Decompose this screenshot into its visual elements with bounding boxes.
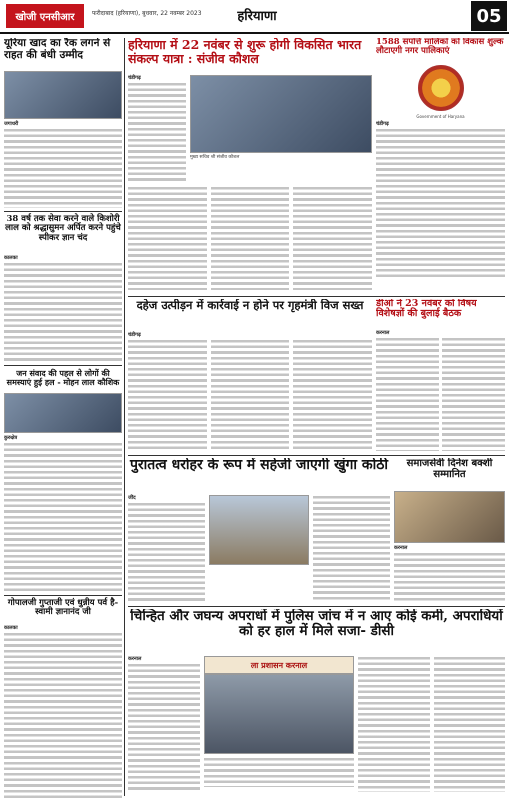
text-viksit-bharat-1	[128, 82, 186, 182]
text-dowry-3	[293, 339, 372, 451]
lead-article	[128, 38, 372, 294]
headline-social-worker: समाजसेवी दिनेश बक्शी सम्मानित	[406, 458, 493, 480]
byline-social-worker: करनाल	[394, 545, 408, 551]
text-dowry-1	[128, 339, 207, 451]
byline-jan-samvad: कुरुक्षेत्र	[4, 435, 18, 441]
section-title: हरियाणा	[237, 9, 277, 24]
byline-doi: करनाल	[376, 330, 390, 336]
photo-banner-text: ला प्रशासन करनाल	[204, 656, 354, 674]
haryana-emblem-icon	[418, 65, 464, 111]
photo-chief-secretary	[190, 75, 372, 153]
text-crime-1	[128, 663, 200, 793]
left-column	[4, 38, 122, 798]
text-dowry-2	[211, 339, 290, 451]
byline-kishori-lal: कालका	[4, 255, 18, 261]
text-urea	[4, 128, 122, 208]
headline-viksit-bharat: हरियाणा में 22 नवंबर से शुरू होगी विकसित भारत संकल्प यात्रा : संजीव कौशल	[128, 38, 362, 66]
text-viksit-bharat-4	[293, 186, 372, 290]
newspaper-logo: खोजी एनसीआर	[6, 4, 84, 28]
caption-chief-secretary: मुख्य सचिव श्री संजीव कौशल	[190, 155, 240, 160]
headline-kishori-lal: 38 वर्ष तक सेवा करने वाले किशोरी लाल को श्रद्धासुमन अर्पित करने पहुंचे स्पीकर ज्ञान चंद	[5, 214, 121, 243]
headline-dowry: दहेज उत्पीड़न में कार्रवाई न होने पर गृहमंत्री विज सख्त	[136, 299, 364, 312]
doi-article	[376, 299, 505, 453]
social-article	[394, 458, 505, 604]
text-crime-2	[358, 656, 430, 792]
headline-gopalji: गोपालजी गुप्ताजी एवं धुन्नीय पर्व है-स्वामी ज्ञानानंद जी	[7, 598, 119, 618]
text-doi-1	[376, 337, 439, 451]
right-article	[376, 38, 505, 294]
text-gopalji	[4, 632, 122, 798]
photo-dc-meeting	[204, 674, 354, 754]
emblem-caption: Government of Haryana	[416, 114, 465, 119]
dateline: फरीदाबाद (हरियाणा), बुधवार, 22 नवम्बर 2023	[92, 10, 202, 17]
caption-dc-meeting	[204, 757, 354, 787]
headline-doi: डीओ ने 23 नवंबर को विषय विशेषज्ञों की बुलाई बैठक	[376, 299, 477, 320]
headline-jan-samvad: जन संवाद की पहल से लोगों की समस्याएं हुई हल - मोहन लाल कौशिक	[6, 368, 120, 387]
headline-heritage: पुरातत्व धरोहर के रूप में सहेजी जाएगी खुंगा कोठी	[129, 458, 389, 473]
masthead	[0, 0, 509, 34]
dowry-article	[128, 299, 372, 453]
byline-development-fee: चंडीगढ़	[376, 121, 389, 128]
headline-crime: चिन्हित और जघन्य अपराधों में पुलिस जांच में न आए कोई कमी, अपराधियों को हर हाल में मिले सजा- डीसी	[130, 609, 503, 639]
text-social-worker	[394, 552, 505, 602]
headline-development-fee: 1588 संपत्ति मालिकों को विकास शुल्क लौटाएगी नगर पालिकाएं	[376, 38, 504, 57]
byline-gopalji: कालका	[4, 625, 18, 631]
photo-khunga-kothi	[209, 495, 309, 565]
text-heritage-2	[313, 495, 390, 601]
text-heritage-1	[128, 502, 205, 602]
text-development-fee	[376, 128, 505, 278]
page-number: 05	[471, 1, 507, 31]
photo-social-worker	[394, 491, 505, 543]
text-viksit-bharat-2	[128, 186, 207, 290]
crime-article	[128, 609, 505, 798]
byline-crime: करनाल	[128, 656, 142, 662]
byline-heritage: जींद	[128, 495, 136, 501]
byline-urea: जगाधरी	[4, 121, 19, 127]
byline-dowry: चंडीगढ़	[128, 332, 141, 338]
text-doi-2	[442, 337, 505, 451]
photo-jan-samvad	[4, 393, 122, 433]
photo-urea-rake	[4, 71, 122, 119]
text-kishori-lal	[4, 262, 122, 362]
byline-viksit-bharat: चंडीगढ़	[128, 75, 141, 81]
headline-urea: यूरिया खाद का रैक लगने से राहत की बंधी उम्मीद	[4, 38, 111, 61]
text-jan-samvad	[4, 442, 122, 592]
text-viksit-bharat-3	[211, 186, 290, 290]
text-crime-3	[434, 656, 506, 792]
heritage-article	[128, 458, 390, 604]
